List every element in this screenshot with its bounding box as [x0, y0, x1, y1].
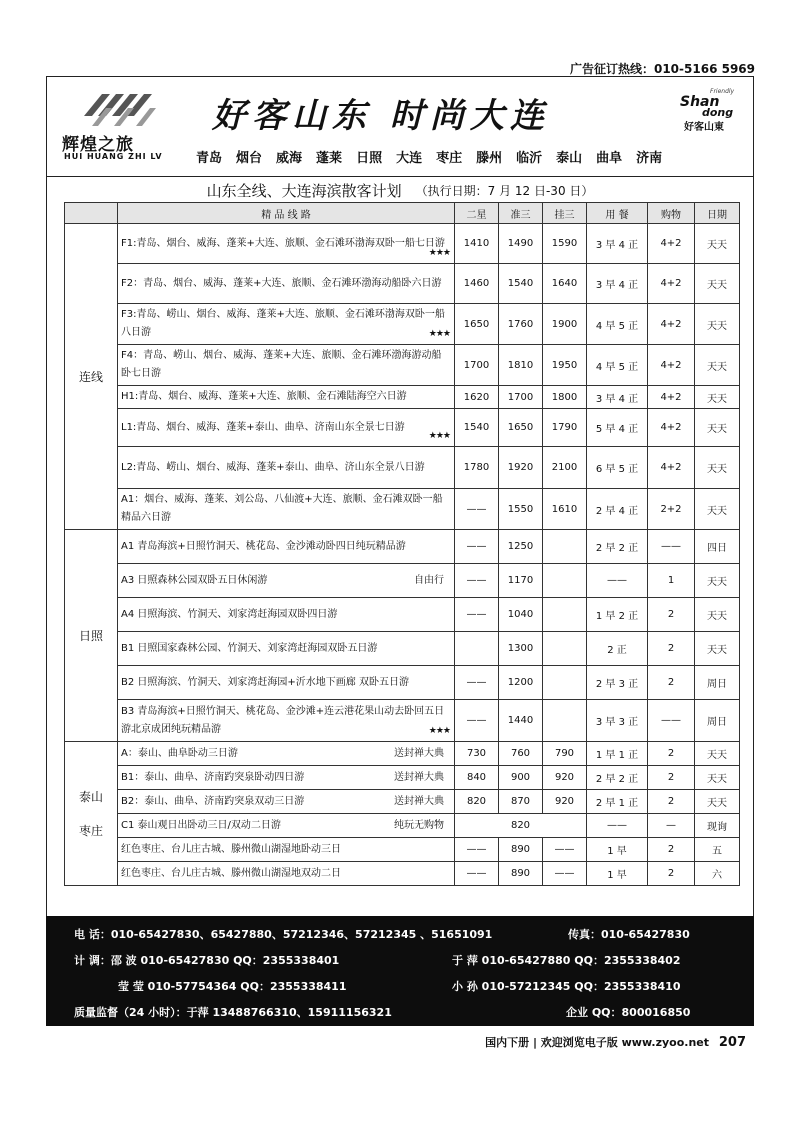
price-two-star: —— — [455, 862, 499, 886]
price-rated-three: —— — [543, 838, 587, 862]
price-two-star: —— — [455, 598, 499, 632]
route-text: B1 日照国家森林公园、竹洞天、刘家湾赶海园双卧五日游 — [121, 642, 378, 654]
price-rated-three — [543, 700, 587, 742]
table-row — [65, 862, 740, 886]
route-tag: 送封禅大典 — [394, 795, 444, 807]
price-two-star: 1540 — [455, 409, 499, 447]
shopping-cell: 2 — [648, 598, 695, 632]
city-item: 临沂 — [516, 151, 543, 166]
shopping-cell: 2 — [648, 742, 695, 766]
date-cell: 四日 — [695, 530, 740, 564]
price-quasi-three: 1490 — [499, 224, 543, 264]
table-header-row — [65, 203, 740, 224]
route-cell — [118, 700, 455, 742]
price-quasi-three: 1550 — [499, 489, 543, 530]
price-two-star: —— — [455, 700, 499, 742]
route-cell — [118, 632, 455, 666]
star-rating: ★★★ — [428, 248, 450, 258]
price-rated-three — [543, 564, 587, 598]
price-quasi-three: 1250 — [499, 530, 543, 564]
price-quasi-three: 900 — [499, 766, 543, 790]
price-rated-three: 1800 — [543, 386, 587, 409]
price-rated-three: —— — [543, 862, 587, 886]
route-cell — [118, 862, 455, 886]
route-text: B2：泰山、曲阜、济南趵突泉双动三日游 — [121, 795, 305, 807]
price-two-star: 1650 — [455, 304, 499, 345]
route-tag: 送封禅大典 — [394, 747, 444, 759]
header-meal: 用 餐 — [587, 203, 648, 224]
shopping-cell: 4+2 — [648, 224, 695, 264]
shopping-cell: 2 — [648, 666, 695, 700]
ad-hotline: 广告征订热线：010-5166 5969 — [569, 62, 755, 76]
price-quasi-three: 1540 — [499, 264, 543, 304]
route-cell — [118, 838, 455, 862]
table-row — [65, 489, 740, 530]
price-quasi-three: 1700 — [499, 386, 543, 409]
star-rating: ★★★ — [428, 431, 450, 441]
meal-cell: 3 早 3 正 — [587, 700, 648, 742]
slogan: 好客山东 时尚大连 — [212, 96, 550, 136]
brand-cn: 好客山東 — [684, 122, 724, 133]
date-cell: 周日 — [695, 666, 740, 700]
header-two-star: 二星 — [455, 203, 499, 224]
city-item: 威海 — [276, 151, 303, 166]
star-rating: ★★★ — [428, 726, 450, 736]
shopping-cell: 2 — [648, 862, 695, 886]
route-text: B2 日照海滨、竹洞天、刘家湾赶海园+沂水地下画廊 双卧五日游 — [121, 676, 409, 688]
table-row — [65, 790, 740, 814]
route-cell — [118, 345, 455, 386]
route-text: F4：青岛、崂山、烟台、威海、蓬莱+大连、旅顺、金石滩环渤海游动船卧七日游 — [121, 350, 442, 379]
shopping-cell: 2 — [648, 766, 695, 790]
city-item: 蓬莱 — [316, 151, 343, 166]
shopping-cell: 2 — [648, 838, 695, 862]
date-cell: 现询 — [695, 814, 740, 838]
shandong-brand-logo — [680, 88, 740, 132]
price-merged: 820 — [455, 814, 587, 838]
date-cell: 天天 — [695, 564, 740, 598]
route-text: F3:青岛、崂山、烟台、威海、蓬莱+大连、旅顺、金石滩环渤海双卧一船八日游 — [121, 309, 445, 338]
price-quasi-three: 890 — [499, 838, 543, 862]
page-footer — [485, 1034, 746, 1050]
group-label: 连线 — [65, 224, 118, 530]
table-row — [65, 632, 740, 666]
shopping-cell: 4+2 — [648, 386, 695, 409]
price-quasi-three: 870 — [499, 790, 543, 814]
route-text: L1:青岛、烟台、威海、蓬莱+泰山、曲阜、济南山东全景七日游 — [121, 421, 405, 433]
date-cell: 天天 — [695, 766, 740, 790]
city-item: 烟台 — [236, 151, 263, 166]
contact-fax: 传真：010-65427830 — [568, 928, 690, 941]
price-two-star: 840 — [455, 766, 499, 790]
route-text: A1 青岛海滨+日照竹洞天、桃花岛、金沙滩动卧四日纯玩精品游 — [121, 540, 406, 552]
date-cell: 周日 — [695, 700, 740, 742]
route-cell — [118, 224, 455, 264]
price-rated-three — [543, 666, 587, 700]
date-cell: 天天 — [695, 598, 740, 632]
price-rated-three: 920 — [543, 766, 587, 790]
city-item: 日照 — [356, 151, 383, 166]
date-cell: 天天 — [695, 632, 740, 666]
price-rated-three: 1900 — [543, 304, 587, 345]
price-two-star: 1780 — [455, 447, 499, 489]
meal-cell: 1 早 2 正 — [587, 598, 648, 632]
route-text: 红色枣庄、台儿庄古城、滕州微山湖湿地卧动三日 — [121, 843, 341, 855]
footer-text: 国内下册 | 欢迎浏览电子版 www.zyoo.net — [485, 1036, 710, 1049]
shopping-cell: 2 — [648, 632, 695, 666]
table-row — [65, 264, 740, 304]
shopping-cell: 2+2 — [648, 489, 695, 530]
price-quasi-three: 1920 — [499, 447, 543, 489]
table-row — [65, 766, 740, 790]
shopping-cell: —— — [648, 530, 695, 564]
route-cell — [118, 489, 455, 530]
price-two-star: —— — [455, 838, 499, 862]
table-row — [65, 666, 740, 700]
page-number: 207 — [718, 1035, 746, 1050]
meal-cell: 4 早 5 正 — [587, 304, 648, 345]
price-quasi-three: 1440 — [499, 700, 543, 742]
route-cell — [118, 790, 455, 814]
route-cell — [118, 742, 455, 766]
price-quasi-three: 1170 — [499, 564, 543, 598]
shopping-cell: 4+2 — [648, 304, 695, 345]
meal-cell: 4 早 5 正 — [587, 345, 648, 386]
price-two-star: —— — [455, 564, 499, 598]
price-two-star: 1410 — [455, 224, 499, 264]
table-row — [65, 304, 740, 345]
price-rated-three: 1590 — [543, 224, 587, 264]
meal-cell: 2 正 — [587, 632, 648, 666]
meal-cell: 1 早 — [587, 862, 648, 886]
header-group — [65, 203, 118, 224]
route-cell — [118, 409, 455, 447]
price-quasi-three: 1760 — [499, 304, 543, 345]
meal-cell: 2 早 2 正 — [587, 766, 648, 790]
meal-cell: 2 早 4 正 — [587, 489, 648, 530]
price-quasi-three: 760 — [499, 742, 543, 766]
route-cell — [118, 814, 455, 838]
route-cell — [118, 666, 455, 700]
price-rated-three: 1790 — [543, 409, 587, 447]
route-text: 红色枣庄、台儿庄古城、滕州微山湖湿地双动二日 — [121, 867, 341, 879]
city-item: 大连 — [396, 151, 423, 166]
price-two-star: —— — [455, 489, 499, 530]
table-row — [65, 838, 740, 862]
plan-date: （执行日期：7 月 12 日-30 日） — [415, 183, 594, 198]
date-cell: 天天 — [695, 447, 740, 489]
route-text: H1:青岛、烟台、威海、蓬莱+大连、旅顺、金石滩陆海空六日游 — [121, 391, 407, 402]
contact-planner-4: 小 孙 010-57212345 QQ：2355338410 — [452, 980, 681, 993]
price-rated-three: 790 — [543, 742, 587, 766]
city-item: 青岛 — [196, 151, 223, 166]
logo-chinese-name: 辉煌之旅 — [62, 135, 134, 155]
table-row — [65, 345, 740, 386]
city-item: 济南 — [636, 151, 663, 166]
city-item: 滕州 — [476, 151, 503, 166]
meal-cell: 6 早 5 正 — [587, 447, 648, 489]
price-two-star: 820 — [455, 790, 499, 814]
contact-phone: 电 话：010-65427830、65427880、57212346、57212345 、51651091 — [74, 928, 493, 941]
brand-friendly: Friendly — [710, 88, 735, 95]
shopping-cell: 4+2 — [648, 345, 695, 386]
shopping-cell: 4+2 — [648, 264, 695, 304]
brand-dong: dong — [702, 106, 734, 119]
date-cell: 天天 — [695, 304, 740, 345]
price-two-star — [455, 632, 499, 666]
date-cell: 天天 — [695, 224, 740, 264]
city-item: 曲阜 — [596, 151, 623, 166]
group-label: 泰山 枣庄 — [65, 742, 118, 886]
price-quasi-three: 890 — [499, 862, 543, 886]
table-row — [65, 224, 740, 264]
table-row — [65, 530, 740, 564]
table-row — [65, 814, 740, 838]
price-rated-three: 1640 — [543, 264, 587, 304]
meal-cell: 3 早 4 正 — [587, 224, 648, 264]
route-cell — [118, 564, 455, 598]
table-row — [65, 598, 740, 632]
price-rated-three — [543, 598, 587, 632]
route-tag: 纯玩无购物 — [394, 819, 444, 831]
header-shopping: 购物 — [648, 203, 695, 224]
header-route: 精 品 线 路 — [118, 203, 455, 224]
price-rated-three: 1610 — [543, 489, 587, 530]
route-table — [64, 202, 740, 886]
logo-english-name: HUI HUANG ZHI LV — [64, 152, 163, 161]
route-text: A：泰山、曲阜卧动三日游 — [121, 747, 238, 759]
route-cell — [118, 304, 455, 345]
shopping-cell: 4+2 — [648, 409, 695, 447]
price-two-star: 1700 — [455, 345, 499, 386]
date-cell: 天天 — [695, 409, 740, 447]
plan-title-bar — [46, 176, 754, 203]
shopping-cell: 2 — [648, 790, 695, 814]
route-text: A3 日照森林公园双卧五日休闲游 — [121, 574, 268, 586]
shopping-cell: 4+2 — [648, 447, 695, 489]
header-quasi-three: 准三 — [499, 203, 543, 224]
date-cell: 天天 — [695, 345, 740, 386]
date-cell: 天天 — [695, 742, 740, 766]
contact-supervision: 质量监督（24 小时）：于萍 13488766310、15911156321 — [74, 1006, 392, 1019]
date-cell: 天天 — [695, 489, 740, 530]
price-two-star: 730 — [455, 742, 499, 766]
route-tag: 送封禅大典 — [394, 771, 444, 783]
shopping-cell: — — [648, 814, 695, 838]
date-cell: 五 — [695, 838, 740, 862]
contact-block — [46, 916, 754, 1026]
route-cell — [118, 530, 455, 564]
meal-cell: —— — [587, 814, 648, 838]
price-rated-three — [543, 530, 587, 564]
city-item: 枣庄 — [436, 151, 463, 166]
header-date: 日期 — [695, 203, 740, 224]
price-quasi-three: 1200 — [499, 666, 543, 700]
meal-cell: 3 早 4 正 — [587, 264, 648, 304]
route-cell — [118, 386, 455, 409]
price-rated-three — [543, 632, 587, 666]
meal-cell: 5 早 4 正 — [587, 409, 648, 447]
route-text: B1：泰山、曲阜、济南趵突泉卧动四日游 — [121, 771, 305, 783]
route-text: F1:青岛、烟台、威海、蓬莱+大连、旅顺、金石滩环渤海双卧一船七日游 — [121, 237, 445, 249]
table-row — [65, 386, 740, 409]
price-quasi-three: 1040 — [499, 598, 543, 632]
city-list — [196, 147, 662, 166]
group-label: 日照 — [65, 530, 118, 742]
route-text: A4 日照海滨、竹洞天、刘家湾赶海园双卧四日游 — [121, 608, 338, 620]
price-two-star: —— — [455, 530, 499, 564]
route-cell — [118, 447, 455, 489]
meal-cell: 2 早 3 正 — [587, 666, 648, 700]
meal-cell: 2 早 1 正 — [587, 790, 648, 814]
star-rating: ★★★ — [428, 329, 450, 339]
table-row — [65, 564, 740, 598]
meal-cell: —— — [587, 564, 648, 598]
price-rated-three: 2100 — [543, 447, 587, 489]
date-cell: 六 — [695, 862, 740, 886]
price-two-star: —— — [455, 666, 499, 700]
meal-cell: 3 早 4 正 — [587, 386, 648, 409]
city-item: 泰山 — [556, 151, 583, 166]
price-quasi-three: 1810 — [499, 345, 543, 386]
price-rated-three: 920 — [543, 790, 587, 814]
meal-cell: 1 早 — [587, 838, 648, 862]
company-logo — [62, 86, 172, 166]
contact-planner-2: 于 萍 010-65427880 QQ：2355338402 — [452, 954, 681, 967]
route-cell — [118, 766, 455, 790]
table-row — [65, 409, 740, 447]
route-text: L2:青岛、崂山、烟台、威海、蓬莱+泰山、曲阜、济山东全景八日游 — [121, 461, 425, 473]
logo-mark-icon — [80, 86, 160, 130]
table-row — [65, 447, 740, 489]
shopping-cell: —— — [648, 700, 695, 742]
route-text: F2：青岛、烟台、威海、蓬莱+大连、旅顺、金石滩环渤海动船卧六日游 — [121, 277, 442, 289]
price-quasi-three: 1300 — [499, 632, 543, 666]
date-cell: 天天 — [695, 386, 740, 409]
meal-cell: 2 早 2 正 — [587, 530, 648, 564]
contact-planner-1: 计 调：邵 波 010-65427830 QQ：2355338401 — [74, 954, 340, 967]
route-text: C1 泰山观日出卧动三日/双动二日游 — [121, 819, 281, 831]
route-cell — [118, 264, 455, 304]
route-tag: 自由行 — [414, 574, 444, 586]
shopping-cell: 1 — [648, 564, 695, 598]
meal-cell: 1 早 1 正 — [587, 742, 648, 766]
brand-shan: Shan — [680, 94, 720, 110]
price-quasi-three: 1650 — [499, 409, 543, 447]
contact-planner-3: 莹 莹 010-57754364 QQ：2355338411 — [118, 980, 347, 993]
price-rated-three: 1950 — [543, 345, 587, 386]
route-cell — [118, 598, 455, 632]
route-text: B3 青岛海滨+日照竹洞天、桃花岛、金沙滩+连云港花果山动去卧回五日游北京成团纯玩精品游 — [121, 705, 445, 735]
plan-title: 山东全线、大连海滨散客计划 — [206, 181, 402, 200]
contact-qq: 企业 QQ：800016850 — [566, 1006, 691, 1019]
price-two-star: 1460 — [455, 264, 499, 304]
price-two-star: 1620 — [455, 386, 499, 409]
date-cell: 天天 — [695, 790, 740, 814]
table-row — [65, 700, 740, 742]
header-rated-three: 挂三 — [543, 203, 587, 224]
route-text: A1：烟台、威海、蓬莱、刘公岛、八仙渡+大连、旅顺、金石滩双卧一船精品六日游 — [121, 494, 443, 523]
date-cell: 天天 — [695, 264, 740, 304]
table-row — [65, 742, 740, 766]
